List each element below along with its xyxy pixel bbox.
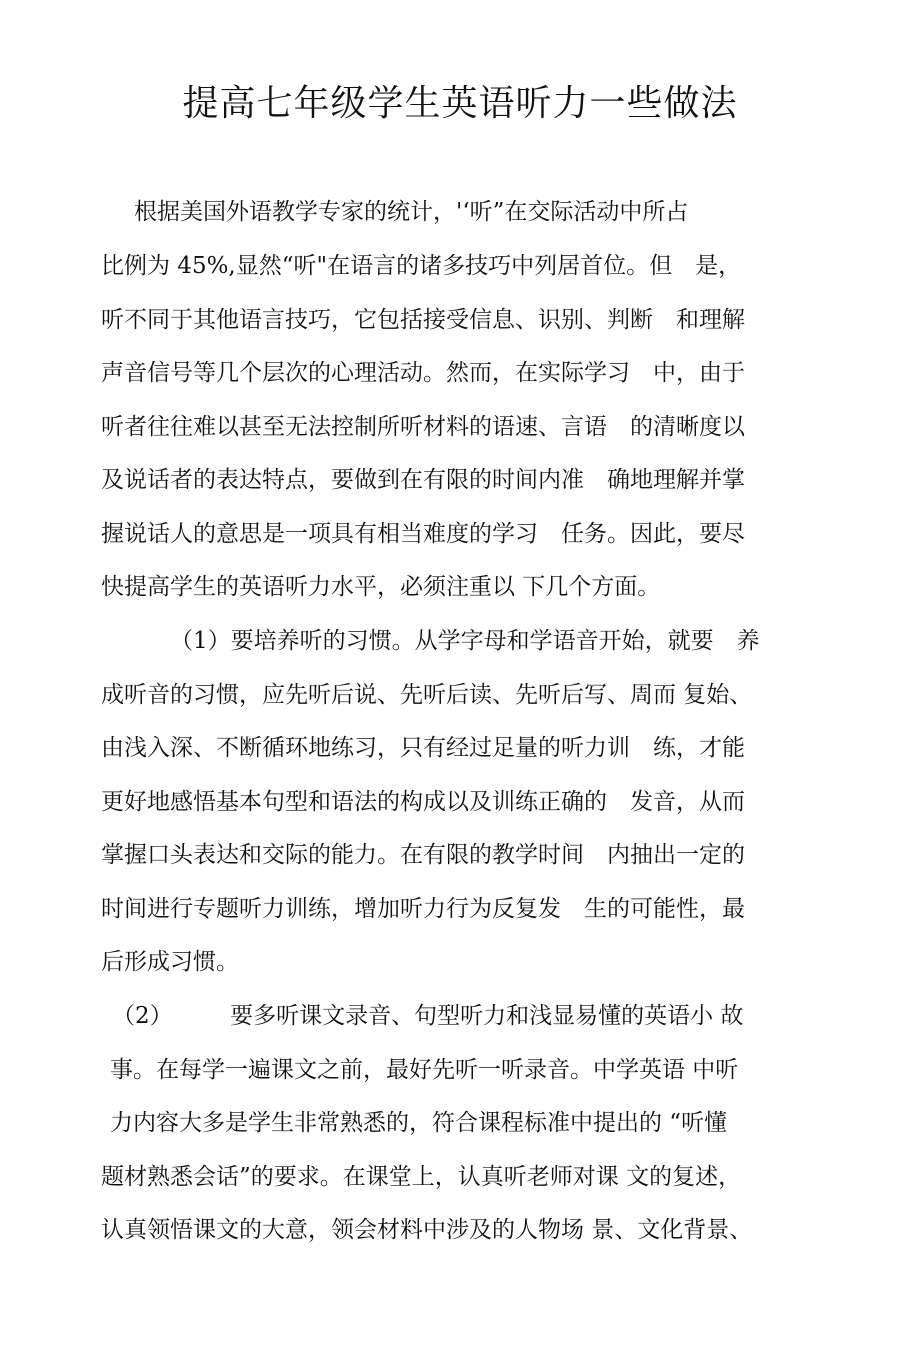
body-line: 比例为 45%,显然“听"在语言的诸多技巧中列居首位。但 是， — [101, 253, 742, 279]
body-line: 握说话人的意思是一项具有相当难度的学习 任务。因此，要尽 — [101, 521, 745, 547]
body-line: 掌握口头表达和交际的能力。在有限的教学时间 内抽出一定的 — [101, 842, 745, 868]
body-line: 认真领悟课文的大意，领会材料中涉及的人物场 景、文化背景、 — [101, 1217, 753, 1243]
body-line: 及说话者的表达特点，要做到在有限的时间内准 确地理解并掌 — [101, 467, 745, 493]
body-line: 事。在每学一遍课文之前，最好先听一听录音。中学英语 中听 — [110, 1057, 739, 1083]
body-line: （2） 要多听课文录音、句型听力和浅显易懂的英语小 故 — [112, 1003, 744, 1029]
body-line: 快提高学生的英语听力水平，必须注重以 下几个方面。 — [101, 574, 661, 600]
body-line: 由浅入深、不断循环地练习，只有经过足量的听力训 练，才能 — [101, 735, 745, 761]
body-line: 成听音的习惯，应先听后说、先听后读、先听后写、周而 复始、 — [101, 682, 753, 708]
body-line: 更好地感悟基本句型和语法的构成以及训练正确的 发音，从而 — [101, 789, 745, 815]
body-line: 后形成习惯。 — [101, 949, 239, 975]
body-line: 听不同于其他语言技巧，它包括接受信息、识别、判断 和理解 — [101, 307, 745, 333]
document-title: 提高七年级学生英语听力一些做法 — [182, 83, 738, 124]
body-line: 声音信号等几个层次的心理活动。然而，在实际学习 中，由于 — [101, 360, 745, 386]
body-line: 时间进行专题听力训练，增加听力行为反复发 生的可能性，最 — [101, 896, 745, 922]
body-line: 根据美国外语教学专家的统计，'‘听”在交际活动中所占 — [134, 199, 689, 225]
body-line: 题材熟悉会话”的要求。在课堂上，认真听老师对课 文的复述， — [101, 1164, 742, 1190]
body-line: 力内容大多是学生非常熟悉的，符合课程标准中提出的 “听懂 — [110, 1110, 728, 1136]
body-line: （1）要培养听的习惯。从学字母和学语音开始，就要 养 — [170, 628, 760, 654]
body-line: 听者往往难以甚至无法控制所听材料的语速、言语 的清晰度以 — [101, 414, 745, 440]
